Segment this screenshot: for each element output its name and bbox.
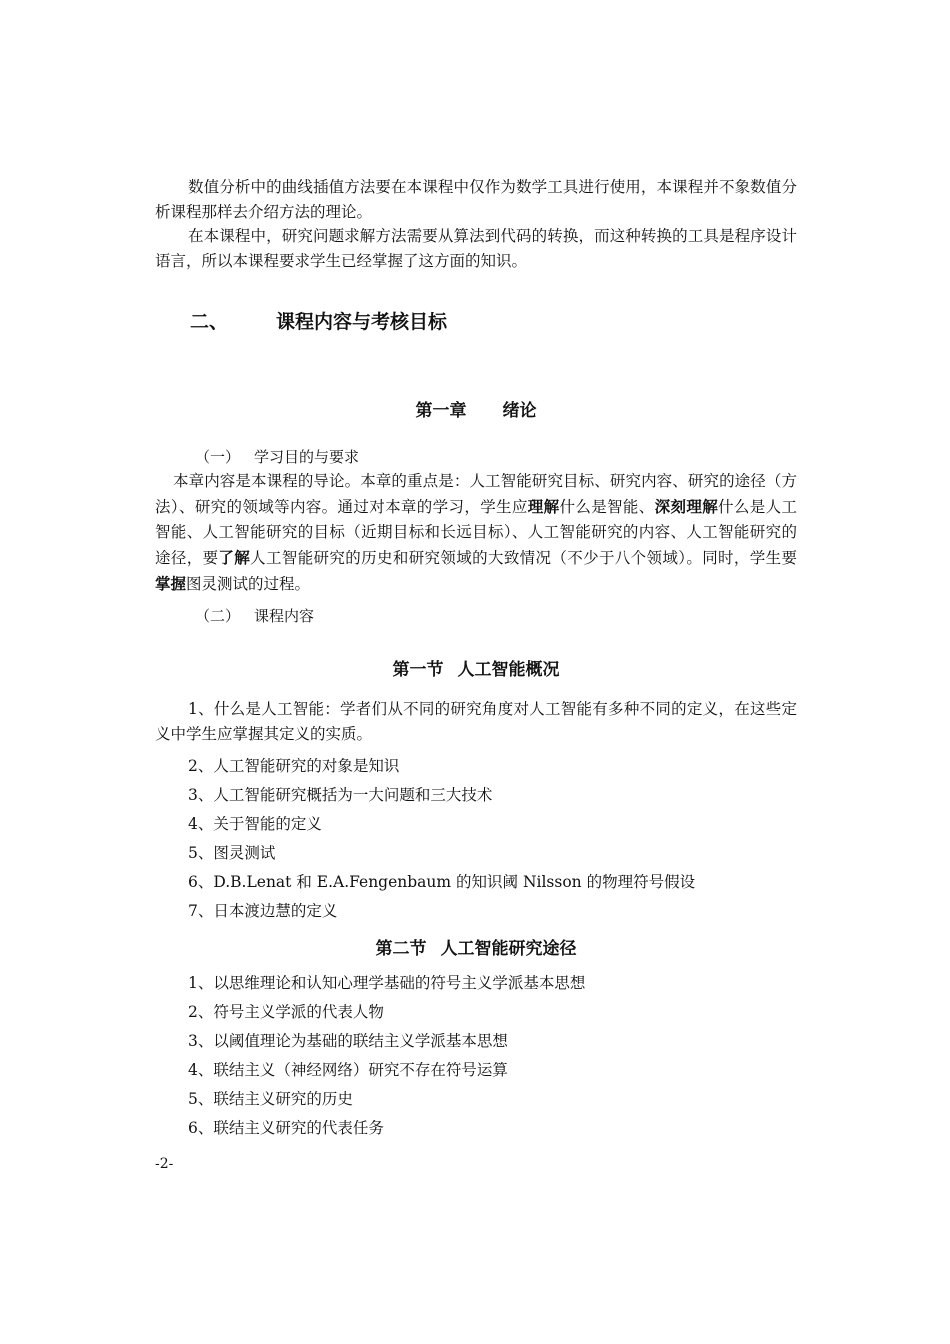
learning-goals-label-text: 学习目的与要求 — [254, 448, 360, 466]
intro-paragraph-1: 数值分析中的曲线插值方法要在本课程中仅作为数学工具进行使用，本课程并不象数值分析课程那样去介绍方法的理论。 — [155, 178, 797, 221]
section2-item-6: 6、联结主义研究的代表任务 — [188, 1119, 384, 1137]
section2-item-5: 5、联结主义研究的历史 — [188, 1090, 353, 1108]
section2-item-1: 1、以思维理论和认知心理学基础的符号主义学派基本思想 — [188, 974, 586, 992]
section2-item-2: 2、符号主义学派的代表人物 — [188, 1003, 384, 1021]
section1-title: 人工智能概况 — [457, 660, 560, 680]
section2-title: 人工智能研究途径 — [440, 939, 577, 959]
section1-item-2: 2、人工智能研究的对象是知识 — [188, 757, 400, 775]
section-heading — [190, 307, 447, 334]
section1-item-3: 3、人工智能研究概括为一大问题和三大技术 — [188, 786, 493, 804]
section-heading-title: 课程内容与考核目标 — [276, 311, 448, 333]
section1-number: 第一节 — [392, 660, 444, 680]
chapter-title: 绪论 — [502, 401, 537, 421]
section-heading-number: 二、 — [190, 311, 229, 333]
goals-run-2: 什么是智能、 — [559, 498, 655, 516]
section2-item-4: 4、联结主义（神经网络）研究不存在符号运算 — [188, 1061, 508, 1079]
goals-emph-know: 了解 — [218, 548, 251, 567]
section1-item-5: 5、图灵测试 — [188, 844, 276, 862]
chapter-heading — [155, 396, 797, 421]
goals-emph-understand: 理解 — [527, 497, 560, 516]
section1-item-4: 4、关于智能的定义 — [188, 815, 322, 833]
goals-emph-master: 掌握 — [155, 574, 187, 593]
section2-number: 第二节 — [375, 939, 427, 959]
page-number: -2- — [155, 1156, 174, 1172]
content-label — [195, 605, 314, 626]
section1-item-7: 7、日本渡边慧的定义 — [188, 902, 338, 920]
goals-run-4: 人工智能研究的历史和研究领域的大致情况（不少于八个领域）。同时，学生要 — [250, 549, 797, 567]
goals-run-1: 本章内容是本课程的导论。本章的重点是：人工智能研究目标、研究内容、研究的途径（方法）、研究的领域等内容。通过对本章的学习，学生应 — [155, 472, 797, 516]
learning-goals-label — [195, 446, 359, 467]
goals-run-5: 图灵测试的过程。 — [186, 575, 311, 593]
goals-emph-deeply-understand: 深刻理解 — [654, 497, 719, 516]
goals-run-3: 什么是人工智能、人工智能研究的目标（近期目标和长远目标）、人工智能研究的内容、人工智能研究的途径，要 — [155, 498, 797, 567]
section2-item-3: 3、以阈值理论为基础的联结主义学派基本思想 — [188, 1032, 508, 1050]
section2-heading — [155, 934, 797, 959]
section1-heading — [155, 655, 797, 680]
learning-goals-paragraph — [155, 469, 797, 597]
content-label-text: 课程内容 — [254, 607, 315, 625]
learning-goals-label-number: （一） — [195, 448, 241, 466]
section1-item-6: 6、D.B.Lenat 和 E.A.Fengenbaum 的知识阈 Nilsson 的物理符号假设 — [188, 873, 696, 891]
content-label-number: （二） — [195, 607, 241, 625]
section1-item-1: 1、什么是人工智能：学者们从不同的研究角度对人工智能有多种不同的定义，在这些定义中学生应掌握其定义的实质。 — [155, 700, 797, 743]
chapter-number: 第一章 — [415, 401, 467, 421]
intro-paragraph-2: 在本课程中，研究问题求解方法需要从算法到代码的转换，而这种转换的工具是程序设计语言，所以本课程要求学生已经掌握了这方面的知识。 — [155, 227, 797, 270]
